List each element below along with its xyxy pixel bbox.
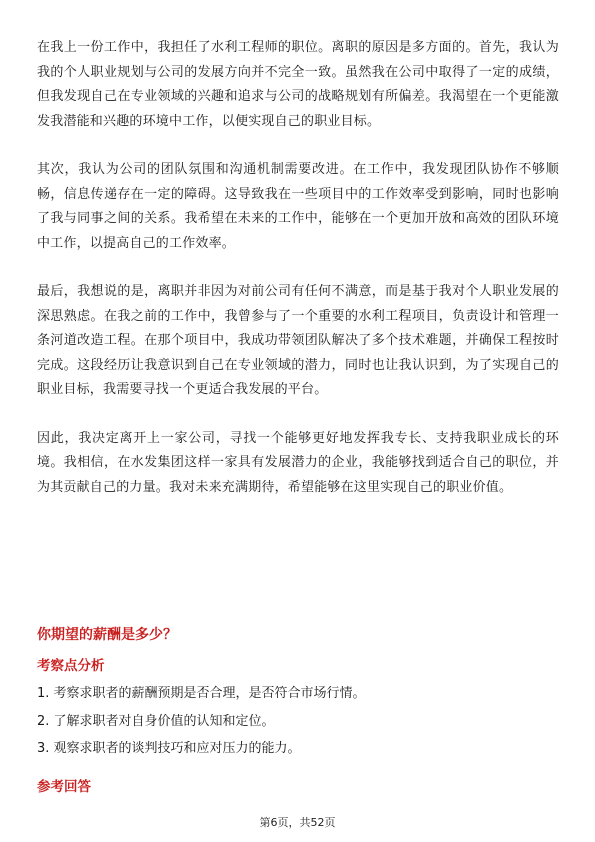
reference-answer-heading: 参考回答 <box>37 779 91 795</box>
page-footer: 第6页，共52页 <box>259 816 336 829</box>
analysis-list <box>37 680 559 763</box>
paragraph-3: 最后，我想说的是，离职并非因为对前公司有任何不满意，而是基于我对个人职业发展的深思熟虑。在我之前的工作中，我曾参与了一个重要的水利工程项目，负责设计和管理一条河道改造工程。在那个项目中，我成功带领团队解决了多个技术难题，并确保工程按时完成。这段经历让我意识到自己在专业领域的潜力，同时也让我认识到，为了实现自己的职业目标，我需要寻找一个更适合我发展的平台。 <box>37 284 559 397</box>
answer-body <box>37 36 559 500</box>
paragraph-2: 其次，我认为公司的团队氛围和沟通机制需要改进。在工作中，我发现团队协作不够顺畅，信息传递存在一定的障碍。这导致我在一些项目中的工作效率受到影响，同时也影响了我与同事之间的关系。我希望在未来的工作中，能够在一个更加开放和高效的团队环境中工作，以提高自己的工作效率。 <box>37 162 559 251</box>
paragraph-4: 因此，我决定离开上一家公司，寻找一个能够更好地发挥我专长、支持我职业成长的环境。我相信，在水发集团这样一家具有发展潜力的企业，我能够找到适合自己的职位，并为其贡献自己的力量。我对未来充满期待，希望能够在这里实现自己的职业价值。 <box>37 430 559 495</box>
question-heading: 你期望的薪酬是多少？ <box>37 627 177 643</box>
list-item: 1. 考察求职者的薪酬预期是否合理，是否符合市场行情。 <box>37 686 366 701</box>
paragraph-1: 在我上一份工作中，我担任了水利工程师的职位。离职的原因是多方面的。首先，我认为我的个人职业规划与公司的发展方向并不完全一致。虽然我在公司中取得了一定的成绩，但我发现自己在专业领域的兴趣和追求与公司的战略规划有所偏差。我渴望在一个更能激发我潜能和兴趣的环境中工作，以便实现自己的职业目标。 <box>37 40 559 129</box>
list-item: 2. 了解求职者对自身价值的认知和定位。 <box>37 713 275 729</box>
list-item: 3. 观察求职者的谈判技巧和应对压力的能力。 <box>37 741 301 756</box>
analysis-heading: 考察点分析 <box>37 658 105 674</box>
